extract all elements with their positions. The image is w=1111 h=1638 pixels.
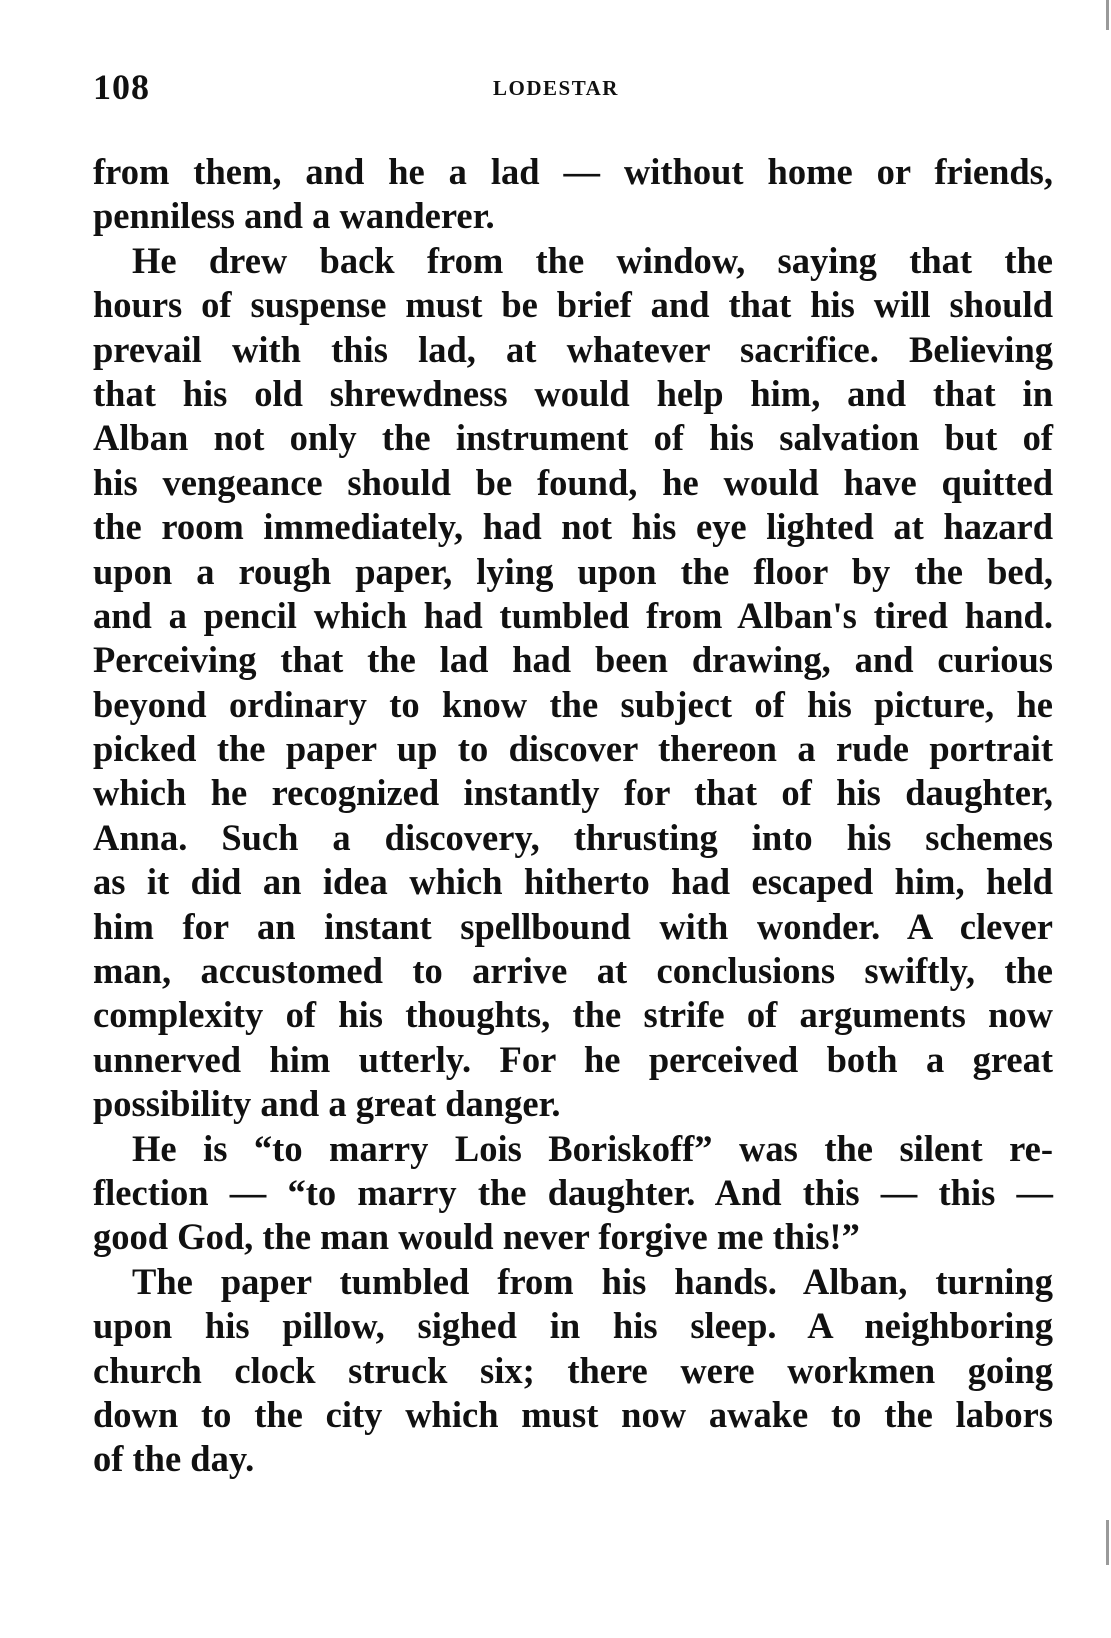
text-line: Anna. Such a discovery, thrusting into his schemes [93, 816, 1053, 858]
text-line: good God, the man would never forgive me this!” [93, 1216, 860, 1258]
paragraph [93, 150, 1053, 239]
text-line: and a pencil which had tumbled from Alban's tired hand. [93, 594, 1053, 636]
text-line: upon his pillow, sighed in his sleep. A neighboring [93, 1305, 1053, 1347]
text-line: that his old shrewdness would help him, and that in [93, 372, 1053, 414]
text-line: as it did an idea which hitherto had escaped him, held [93, 861, 1053, 903]
text-line: He drew back from the window, saying that the [132, 239, 1053, 281]
text-line: The paper tumbled from his hands. Alban, turning [132, 1260, 1053, 1302]
text-line: the room immediately, had not his eye lighted at hazard [93, 506, 1053, 548]
text-line: which he recognized instantly for that of his daughter, [93, 772, 1053, 814]
text-line: him for an instant spellbound with wonder. A clever [93, 905, 1053, 947]
text-line: man, accustomed to arrive at conclusions swiftly, the [93, 950, 1053, 992]
text-line: his vengeance should be found, he would have quitted [93, 461, 1053, 503]
text-line: complexity of his thoughts, the strife of arguments now [93, 994, 1053, 1036]
paragraph [93, 1127, 1053, 1260]
page-edge-mark [1106, 1520, 1109, 1565]
paragraph [93, 239, 1053, 1127]
text-line: hours of suspense must be brief and that his will should [93, 284, 1053, 326]
text-line: He is “to marry Lois Boriskoff” was the silent re- [132, 1127, 1053, 1169]
text-line: Alban not only the instrument of his salvation but of [93, 417, 1053, 459]
running-head: LODESTAR [493, 76, 619, 100]
text-line: Perceiving that the lad had been drawing, and curious [93, 639, 1053, 681]
text-line: beyond ordinary to know the subject of his picture, he [93, 683, 1053, 725]
text-line: unnerved him utterly. For he perceived both a great [93, 1038, 1053, 1080]
text-line: picked the paper up to discover thereon a rude portrait [93, 728, 1053, 770]
text-line: possibility and a great danger. [93, 1083, 561, 1125]
body-text [93, 150, 1053, 1482]
text-line: of the day. [93, 1438, 255, 1480]
text-line: from them, and he a lad — without home or friends, [93, 151, 1053, 192]
paragraph [93, 1260, 1053, 1482]
page-header [93, 66, 1053, 116]
page-number: 108 [93, 67, 150, 107]
text-line: penniless and a wanderer. [93, 195, 495, 237]
text-line: upon a rough paper, lying upon the floor by the bed, [93, 550, 1053, 592]
text-line: prevail with this lad, at whatever sacrifice. Believing [93, 328, 1053, 370]
text-line: flection — “to marry the daughter. And this — this — [93, 1171, 1053, 1213]
text-line: church clock struck six; there were workmen going [93, 1349, 1053, 1391]
page-edge-mark [1106, 0, 1109, 30]
text-line: down to the city which must now awake to the labors [93, 1393, 1053, 1435]
